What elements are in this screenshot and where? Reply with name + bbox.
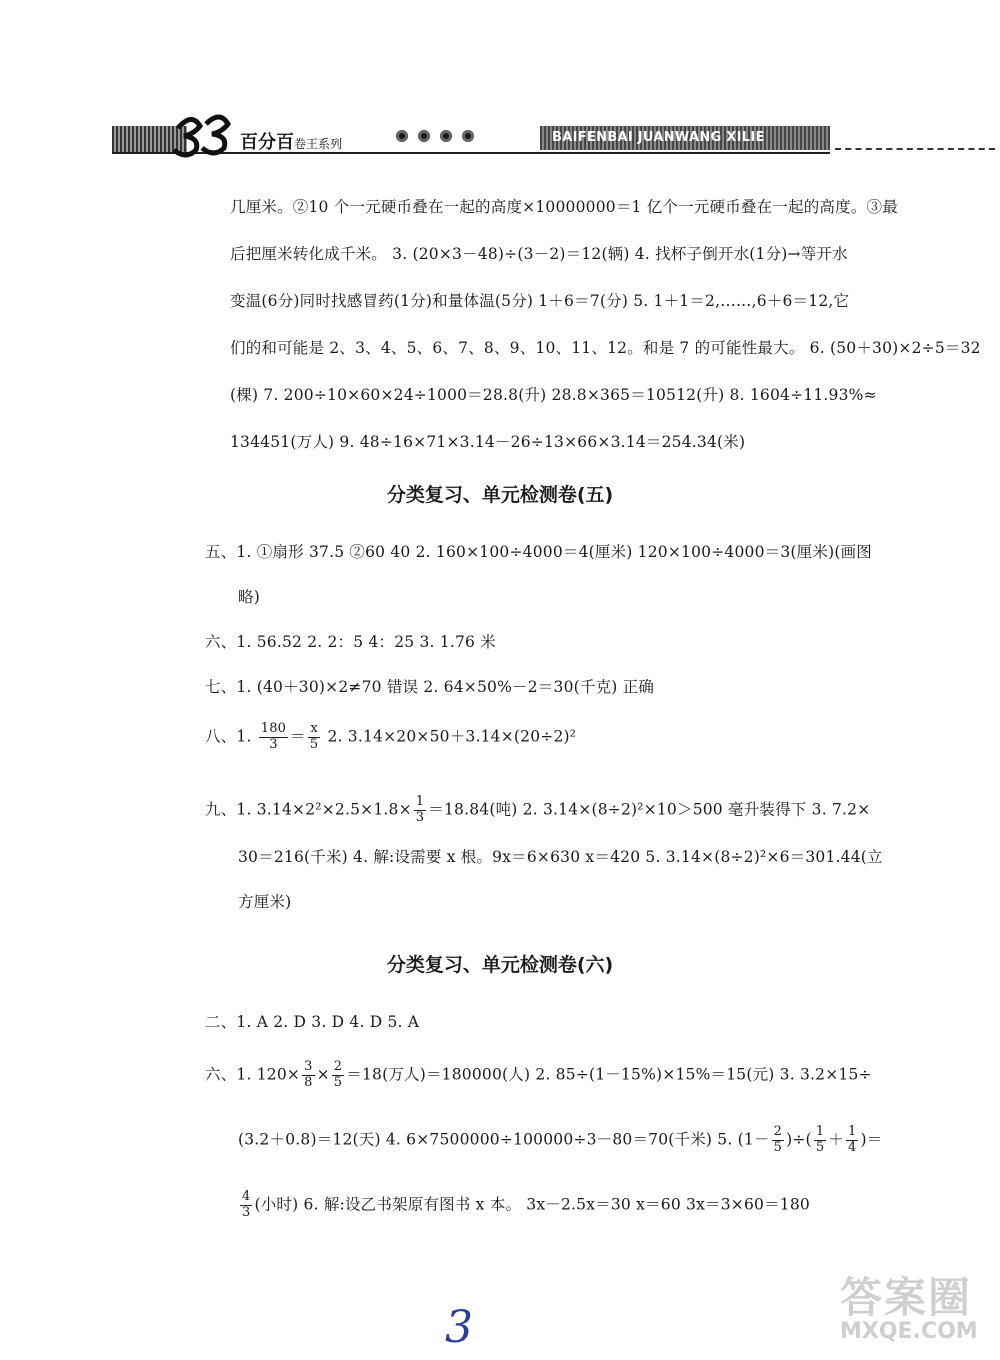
dot-icon bbox=[396, 130, 408, 142]
answer-line: 九、1. 3.14×2²×2.5×1.8× $\frac{1}{3}$ ＝18.84(吨) 2. 3.14×(8÷2)²×10＞500 毫升装得下 3. 7.2× bbox=[205, 794, 871, 825]
fraction: $\frac{4}{3}$ bbox=[242, 1189, 251, 1220]
watermark-url: MXQE.COM bbox=[840, 1319, 978, 1344]
fraction: $\frac{2}{5}$ bbox=[773, 1124, 783, 1155]
answer-line: 八、1. $\frac{180}{3}$ ＝ $\frac{x}{5}$ 2. 3.14×20×50＋3.14×(20÷2)² bbox=[205, 721, 577, 752]
dot-icon bbox=[440, 130, 452, 142]
answer-line: 六、1. 120× $\frac{3}{8}$ × $\frac{2}{5}$ ＝18(万人)＝180000(人) 2. 85÷(1－15%)×15%＝15(元) 3. 3.2×15÷ bbox=[205, 1059, 872, 1090]
fraction: $\frac{180}{3}$ bbox=[260, 721, 287, 752]
section-title: 分类复习、单元检测卷(五) bbox=[386, 484, 614, 506]
fraction: $\frac{2}{5}$ bbox=[333, 1059, 343, 1090]
watermark bbox=[840, 1265, 990, 1355]
dot-icon bbox=[462, 130, 474, 142]
answer-line: 略) bbox=[238, 588, 260, 606]
answer-line: 方厘米) bbox=[238, 893, 292, 911]
brand-name: 百分百 bbox=[240, 132, 294, 153]
answer-line: 后把厘米转化成千米。 3. (20×3－48)÷(3－2)＝12(辆) 4. 找杯子倒开水(1分)→等开水 bbox=[230, 245, 848, 263]
brand-suffix: 卷王系列 bbox=[294, 137, 343, 151]
dot-icon bbox=[418, 130, 430, 142]
fraction: $\frac{1}{3}$ bbox=[415, 794, 425, 825]
answer-line: 七、1. (40＋30)×2≠70 错误 2. 64×50%－2＝30(千克) 正确 bbox=[205, 678, 655, 696]
answer-line: 二、1. A 2. D 3. D 4. D 5. A bbox=[205, 1013, 420, 1031]
header-dots bbox=[396, 130, 474, 142]
page-number: 3 bbox=[445, 1302, 473, 1353]
answer-line: 30＝216(千米) 4. 解:设需要 x 根。9x＝6×630 x＝420 5. 3.14×(8÷2)²×6＝301.44(立 bbox=[238, 848, 883, 866]
fraction: $\frac{x}{5}$ bbox=[309, 721, 319, 752]
answer-line: (棵) 7. 200÷10×60×24÷1000＝28.8(升) 28.8×365＝10512(升) 8. 1604÷11.93%≈ bbox=[230, 386, 877, 404]
watermark-logo: 答案圈 bbox=[840, 1273, 973, 1322]
answer-line: (3.2＋0.8)＝12(天) 4. 6×7500000÷100000÷3－80＝70(千米) 5. (1－ $\frac{2}{5}$ )÷( $\frac{1}{5}$ ＋ $\frac{1}{4}$ )＝ bbox=[238, 1124, 883, 1155]
answer-line: 134451(万人) 9. 48÷16×71×3.14－26÷13×66×3.14＝254.34(米) bbox=[230, 433, 746, 451]
answer-line: 几厘米。②10 个一元硬币叠在一起的高度×10000000＝1 亿个一元硬币叠在一起的高度。③最 bbox=[230, 198, 898, 216]
brand-logo-icon bbox=[170, 110, 240, 160]
header-brand bbox=[240, 128, 342, 154]
answer-line: 们的和可能是 2、3、4、5、6、7、8、9、10、11、12。和是 7 的可能性最大。 6. (50＋30)×2÷5＝32 bbox=[230, 339, 981, 357]
answer-line: $\frac{4}{3}$ (小时) 6. 解:设乙书架原有图书 x 本。 3x－2.5x＝30 x＝60 3x＝3×60＝180 bbox=[242, 1189, 810, 1220]
answer-line: 五、1. ①扇形 37.5 ②60 40 2. 160×100÷4000＝4(厘米) 120×100÷4000＝3(厘米)(画图 bbox=[205, 543, 872, 561]
fraction: $\frac{1}{4}$ bbox=[848, 1124, 857, 1155]
header-dashed-rule bbox=[835, 148, 995, 150]
answer-line: 六、1. 56.52 2. 2：5 4：25 3. 1.76 米 bbox=[205, 633, 496, 651]
header-series-banner: BAIFENBAI JUANWANG XILIE bbox=[540, 126, 830, 150]
fraction: $\frac{1}{5}$ bbox=[815, 1124, 825, 1155]
answer-line: 变温(6分)同时找感冒药(1分)和量体温(5分) 1＋6＝7(分) 5. 1＋1＝2,……,6＋6＝12,它 bbox=[230, 292, 850, 310]
section-title: 分类复习、单元检测卷(六) bbox=[386, 954, 614, 976]
fraction: $\frac{3}{8}$ bbox=[304, 1059, 313, 1090]
answer-text: 2. 3.14×20×50＋3.14×(20÷2)² bbox=[322, 727, 577, 746]
answer-text: 八、1. bbox=[205, 727, 252, 746]
